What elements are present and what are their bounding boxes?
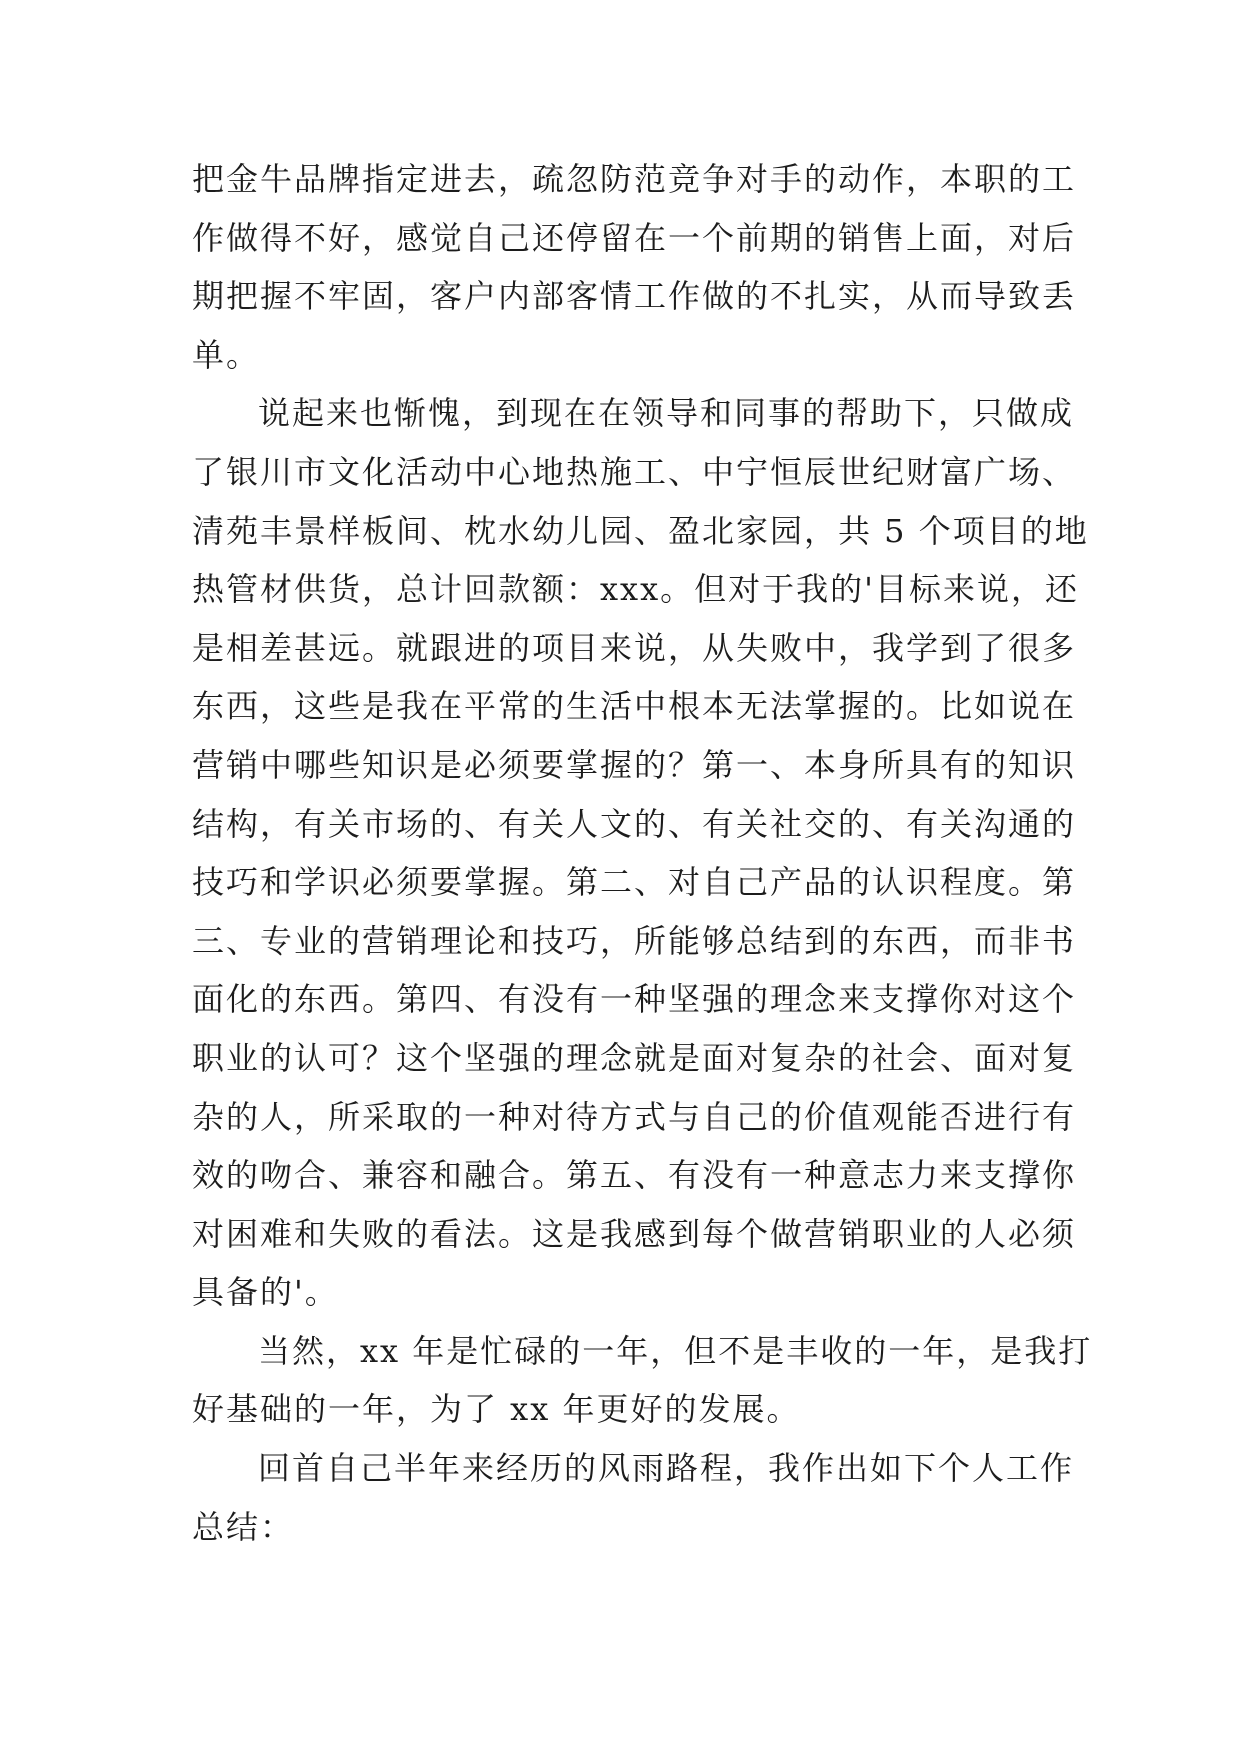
paragraph-2-line-4: 热管材供货，总计回款额：xxx。但对于我的'目标来说，还 [192, 570, 1079, 609]
paragraph-2-line-16: 具备的'。 [192, 1273, 339, 1312]
paragraph-1-line-4: 单。 [192, 335, 261, 374]
paragraph-2-line-6: 东西，这些是我在平常的生活中根本无法掌握的。比如说在 [192, 687, 1077, 726]
paragraph-2-line-11: 面化的东西。第四、有没有一种坚强的理念来支撑你对这个 [192, 980, 1077, 1019]
paragraph-2-line-14: 效的吻合、兼容和融合。第五、有没有一种意志力来支撑你 [192, 1156, 1077, 1195]
paragraph-2-line-2: 了银川市文化活动中心地热施工、中宁恒辰世纪财富广场、 [192, 452, 1077, 491]
paragraph-2-line-10: 三、专业的营销理论和技巧，所能够总结到的东西，而非书 [192, 921, 1077, 960]
paragraph-2-line-9: 技巧和学识必须要掌握。第二、对自己产品的认识程度。第 [192, 863, 1077, 902]
paragraph-4-line-1: 回首自己半年来经历的风雨路程，我作出如下个人工作 [258, 1449, 1075, 1488]
paragraph-4-line-2: 总结： [192, 1507, 295, 1546]
paragraph-2-line-3: 清苑丰景样板间、枕水幼儿园、盈北家园，共 5 个项目的地 [192, 511, 1089, 550]
paragraph-2-line-13: 杂的人，所采取的一种对待方式与自己的价值观能否进行有 [192, 1097, 1077, 1136]
paragraph-2-line-8: 结构，有关市场的、有关人文的、有关社交的、有关沟通的 [192, 804, 1077, 843]
paragraph-2-line-1: 说起来也惭愧，到现在在领导和同事的帮助下，只做成 [258, 394, 1075, 433]
paragraph-2-line-12: 职业的认可？这个坚强的理念就是面对复杂的社会、面对复 [192, 1038, 1077, 1077]
paragraph-1-line-1: 把金牛品牌指定进去，疏忽防范竞争对手的动作，本职的工 [192, 160, 1077, 198]
paragraph-2-line-7: 营销中哪些知识是必须要掌握的？第一、本身所具有的知识 [192, 745, 1077, 784]
paragraph-3-line-2: 好基础的一年，为了 xx 年更好的发展。 [192, 1390, 801, 1429]
paragraph-1-line-3: 期把握不牢固，客户内部客情工作做的不扎实，从而导致丢 [192, 277, 1077, 316]
paragraph-1-line-2: 作做得不好，感觉自己还停留在一个前期的销售上面，对后 [192, 218, 1077, 257]
paragraph-2-line-15: 对困难和失败的看法。这是我感到每个做营销职业的人必须 [192, 1214, 1077, 1253]
paragraph-3-line-1: 当然，xx 年是忙碌的一年，但不是丰收的一年，是我打 [258, 1331, 1093, 1370]
document-body [192, 150, 1093, 1556]
paragraph-2-line-5: 是相差甚远。就跟进的项目来说，从失败中，我学到了很多 [192, 628, 1077, 667]
